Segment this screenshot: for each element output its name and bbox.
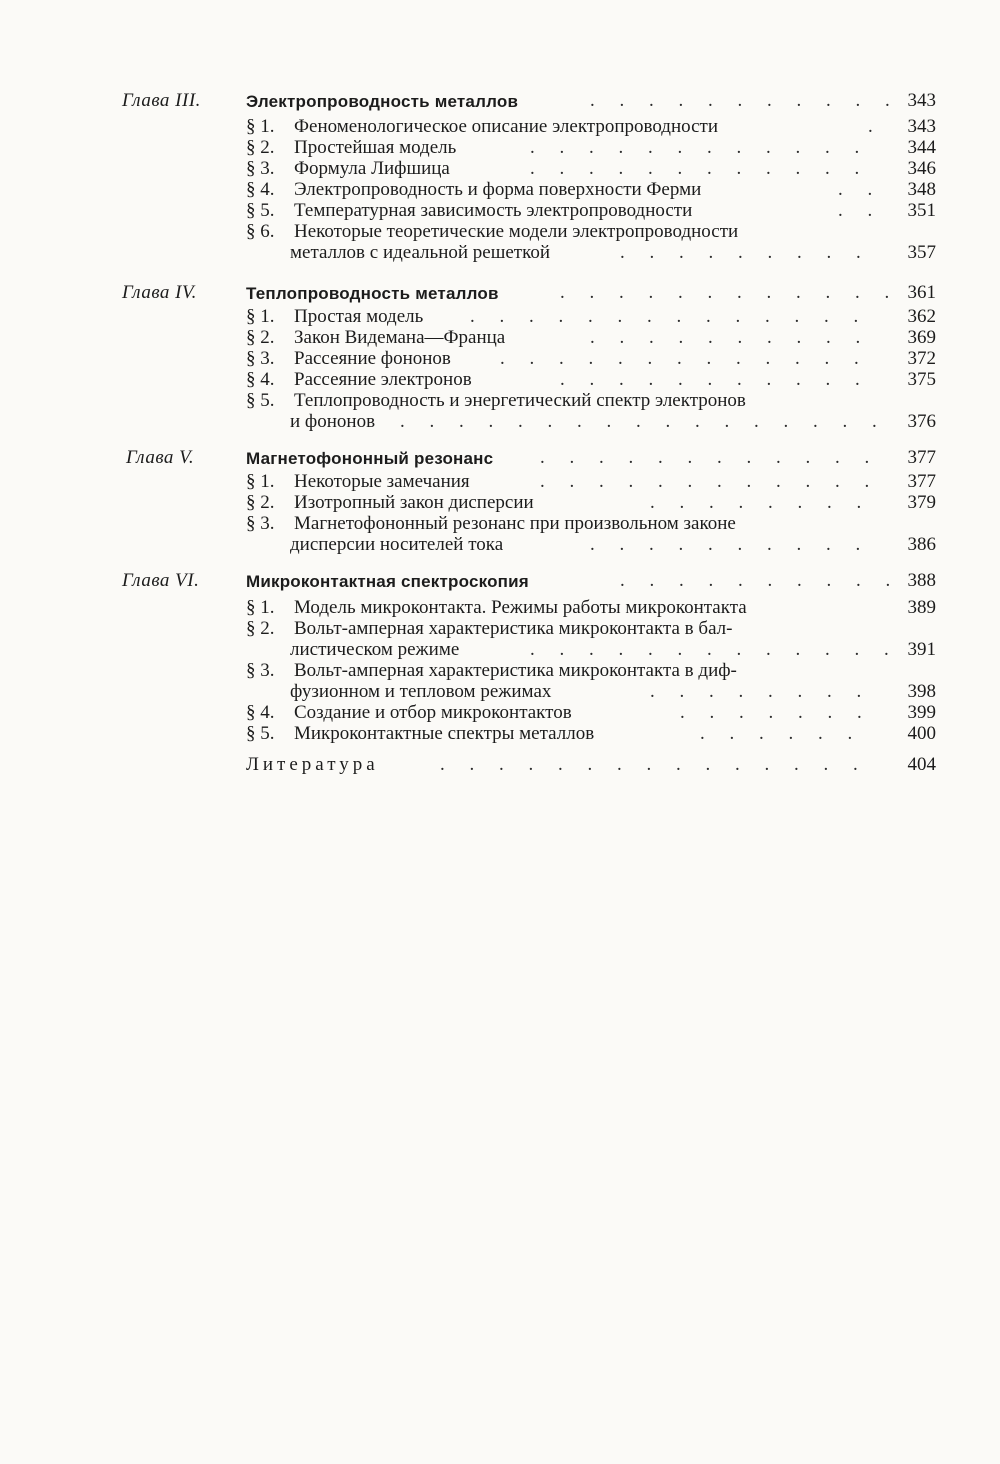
section-title: Некоторые замечания (294, 471, 470, 492)
leader-dots: . . . . . . . . . . . . . . . . . (400, 411, 887, 432)
section-title: Феноменологическое описание электропроводности (294, 116, 719, 137)
section-entry (246, 513, 736, 534)
leader-dots: . . (838, 179, 883, 200)
section-entry (246, 618, 732, 639)
page-number: 343 (907, 90, 936, 111)
leader-dots: . . . . . . . . . . (590, 534, 871, 555)
leader-dots: . . . . . . . . . . . . . (530, 639, 899, 660)
leader-dots: . . . . . . . . . . (620, 570, 901, 591)
chapter-title: Теплопроводность металлов (246, 284, 499, 303)
page-number: 361 (907, 282, 936, 303)
leader-dots: . . (838, 200, 883, 221)
page-number: 386 (907, 534, 936, 555)
section-number: § 4. (246, 179, 275, 200)
literature-label: Литература (246, 754, 379, 775)
chapter-title: Электропроводность металлов (246, 92, 519, 111)
section-title-continued: дисперсии носителей тока (290, 534, 504, 555)
page-number: 375 (907, 369, 936, 390)
leader-dots: . . . . . . . . . . . . (530, 158, 870, 179)
section-title: Изотропный закон дисперсии (294, 492, 534, 513)
page-number: 377 (907, 471, 936, 492)
section-entry (246, 158, 450, 179)
section-entry (246, 369, 472, 390)
section-number: § 4. (246, 369, 275, 390)
leader-dots: . . . . . . . . . . . . (560, 282, 900, 303)
section-title: Теплопроводность и энергетический спектр электронов (294, 390, 746, 411)
section-number: § 2. (246, 327, 275, 348)
leader-dots: . . . . . . . . . . . . (530, 137, 870, 158)
section-entry (246, 492, 534, 513)
page-number: 391 (907, 639, 936, 660)
section-entry (246, 660, 737, 681)
section-title: Модель микроконтакта. Режимы работы микроконтакта (294, 597, 747, 618)
section-number: § 2. (246, 137, 275, 158)
section-entry (246, 179, 701, 200)
section-title-continued: листическом режиме (290, 639, 460, 660)
section-number: § 5. (246, 723, 275, 744)
page-number: 372 (907, 348, 936, 369)
chapter-label: Глава V. (126, 447, 195, 468)
section-entry (246, 327, 505, 348)
section-entry (246, 200, 692, 221)
section-title: Магнетофононный резонанс при произвольном законе (294, 513, 736, 534)
page-number: 346 (907, 158, 936, 179)
leader-dots: . . . . . . . (680, 702, 872, 723)
section-number: § 3. (246, 660, 275, 681)
section-title: Простая модель (294, 306, 424, 327)
section-number: § 3. (246, 348, 275, 369)
page-number: 388 (907, 570, 936, 591)
section-title: Рассеяние фононов (294, 348, 451, 369)
section-title: Вольт-амперная характеристика микроконтакта в диф- (294, 660, 737, 681)
page-number: 404 (907, 754, 936, 775)
leader-dots: . . . . . . . . . . . . . . . (440, 754, 868, 775)
section-title-continued: металлов с идеальной решеткой (290, 242, 551, 263)
page-number: 369 (907, 327, 936, 348)
section-title: Создание и отбор микроконтактов (294, 702, 572, 723)
section-title: Электропроводность и форма поверхности Ферми (294, 179, 702, 200)
section-title-continued: и фононов (290, 411, 376, 432)
page-number: 400 (907, 723, 936, 744)
leader-dots: . . . . . . . . . . . (560, 369, 870, 390)
section-number: § 1. (246, 116, 275, 137)
section-number: § 2. (246, 618, 275, 639)
page-number: 357 (907, 242, 936, 263)
page-number: 362 (907, 306, 936, 327)
chapter-title: Микроконтактная спектроскопия (246, 572, 529, 591)
section-entry (246, 390, 746, 411)
section-number: § 6. (246, 221, 275, 242)
page-number: 389 (907, 597, 936, 618)
section-title: Микроконтактные спектры металлов (294, 723, 595, 744)
section-number: § 1. (246, 306, 275, 327)
page-number: 377 (907, 447, 936, 468)
section-title: Формула Лифшица (294, 158, 450, 179)
section-title: Закон Видемана—Франца (294, 327, 506, 348)
section-entry (246, 116, 718, 137)
section-number: § 4. (246, 702, 275, 723)
leader-dots: . . . . . . . . . . (590, 327, 871, 348)
leader-dots: . . . . . . (700, 723, 863, 744)
section-entry (246, 702, 572, 723)
section-title: Простейшая модель (294, 137, 457, 158)
page-number: 376 (907, 411, 936, 432)
page-number: 344 (907, 137, 936, 158)
section-number: § 5. (246, 200, 275, 221)
section-title-continued: фузионном и тепловом режимах (290, 681, 552, 702)
page-number: 351 (907, 200, 936, 221)
section-entry (246, 306, 423, 327)
chapter-label: Глава VI. (122, 570, 200, 591)
section-number: § 3. (246, 158, 275, 179)
leader-dots: . . . . . . . . . (620, 242, 871, 263)
section-title: Температурная зависимость электропроводности (294, 200, 693, 221)
page-number: 343 (907, 116, 936, 137)
chapter-label: Глава III. (122, 90, 201, 111)
page-number: 398 (907, 681, 936, 702)
leader-dots: . . . . . . . . . . . . (540, 471, 880, 492)
section-number: § 1. (246, 471, 275, 492)
section-title: Рассеяние электронов (294, 369, 472, 390)
page-number: 399 (907, 702, 936, 723)
leader-dots: . (868, 116, 883, 137)
section-number: § 1. (246, 597, 275, 618)
section-entry (246, 221, 738, 242)
section-number: § 5. (246, 390, 275, 411)
leader-dots: . . . . . . . . . . . (590, 90, 900, 111)
section-entry (246, 597, 747, 618)
section-entry (246, 348, 451, 369)
leader-dots: . . . . . . . . . . . . . (500, 348, 869, 369)
leader-dots: . . . . . . . . . . . . . . (470, 306, 869, 327)
leader-dots: . . . . . . . . (650, 492, 872, 513)
section-number: § 3. (246, 513, 275, 534)
section-title: Вольт-амперная характеристика микроконтакта в бал- (294, 618, 733, 639)
chapter-label: Глава IV. (122, 282, 197, 303)
section-entry (246, 471, 470, 492)
leader-dots: . . . . . . . . (650, 681, 872, 702)
section-number: § 2. (246, 492, 275, 513)
page-number: 348 (907, 179, 936, 200)
leader-dots: . . . . . . . . . . . . (540, 447, 880, 468)
section-entry (246, 723, 594, 744)
section-entry (246, 137, 456, 158)
page-number: 379 (907, 492, 936, 513)
chapter-title: Магнетофононный резонанс (246, 449, 494, 468)
section-title: Некоторые теоретические модели электропроводности (294, 221, 739, 242)
